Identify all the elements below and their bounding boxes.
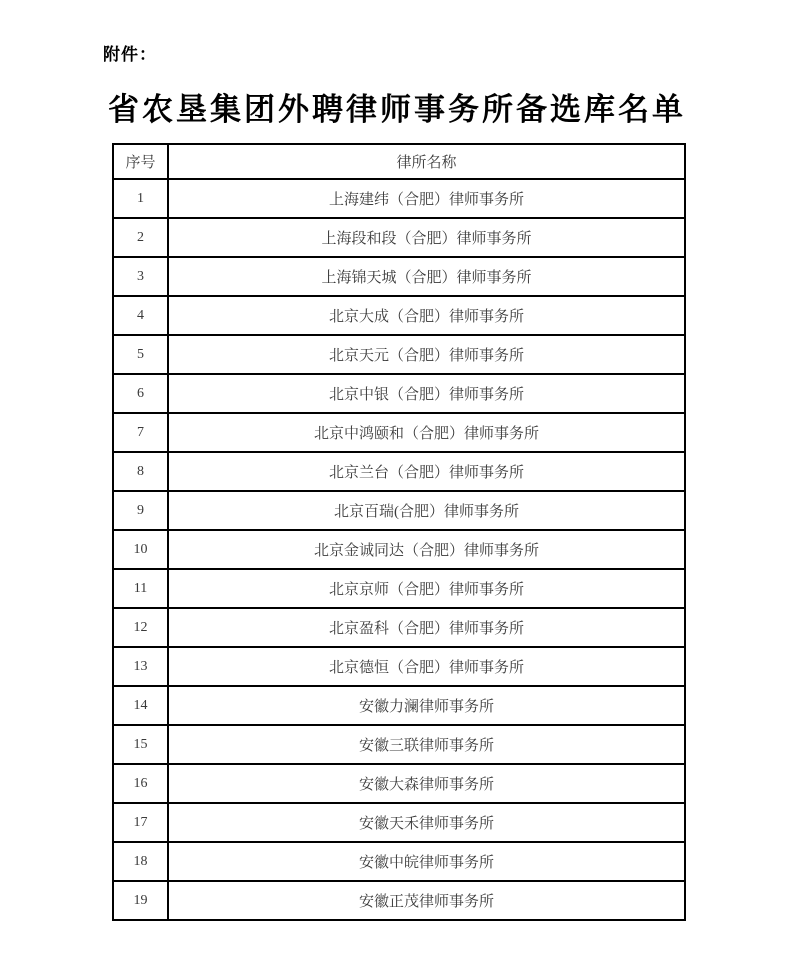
firm-name-cell: 北京中银（合肥）律师事务所 (168, 374, 685, 413)
row-serial-number-cell: 1 (113, 179, 168, 218)
firm-name-cell: 北京京师（合肥）律师事务所 (168, 569, 685, 608)
firm-name-cell: 北京金诚同达（合肥）律师事务所 (168, 530, 685, 569)
table-row (113, 725, 685, 764)
row-serial-number-cell: 11 (113, 569, 168, 608)
firm-name-cell: 安徽三联律师事务所 (168, 725, 685, 764)
table-row (113, 686, 685, 725)
page-title: 省农垦集团外聘律师事务所备选库名单 (108, 92, 686, 127)
table-row (113, 842, 685, 881)
law-firm-table (112, 143, 686, 921)
table-row (113, 179, 685, 218)
table-row (113, 257, 685, 296)
row-serial-number-cell: 2 (113, 218, 168, 257)
table-row (113, 608, 685, 647)
firm-name-cell: 北京德恒（合肥）律师事务所 (168, 647, 685, 686)
row-serial-number-cell: 3 (113, 257, 168, 296)
table-row (113, 647, 685, 686)
row-serial-number-cell: 18 (113, 842, 168, 881)
row-serial-number-cell: 4 (113, 296, 168, 335)
table-row (113, 881, 685, 920)
table-row (113, 491, 685, 530)
table-row (113, 413, 685, 452)
firm-name-cell: 上海段和段（合肥）律师事务所 (168, 218, 685, 257)
row-serial-number-cell: 7 (113, 413, 168, 452)
table-row (113, 296, 685, 335)
column-header-serial-number: 序号 (113, 144, 168, 179)
row-serial-number-cell: 9 (113, 491, 168, 530)
row-serial-number-cell: 13 (113, 647, 168, 686)
attachment-label: 附件： (103, 45, 157, 64)
table-row (113, 374, 685, 413)
table-row (113, 530, 685, 569)
row-serial-number-cell: 12 (113, 608, 168, 647)
table-row (113, 452, 685, 491)
column-header-firm-name: 律所名称 (168, 144, 685, 179)
row-serial-number-cell: 16 (113, 764, 168, 803)
table-body (113, 179, 685, 920)
firm-name-cell: 北京大成（合肥）律师事务所 (168, 296, 685, 335)
row-serial-number-cell: 8 (113, 452, 168, 491)
firm-name-cell: 安徽天禾律师事务所 (168, 803, 685, 842)
firm-name-cell: 上海锦天城（合肥）律师事务所 (168, 257, 685, 296)
row-serial-number-cell: 15 (113, 725, 168, 764)
table-row (113, 764, 685, 803)
firm-name-cell: 安徽力澜律师事务所 (168, 686, 685, 725)
row-serial-number-cell: 6 (113, 374, 168, 413)
firm-name-cell: 安徽正茂律师事务所 (168, 881, 685, 920)
row-serial-number-cell: 5 (113, 335, 168, 374)
firm-name-cell: 北京百瑞(合肥）律师事务所 (168, 491, 685, 530)
firm-name-cell: 安徽大森律师事务所 (168, 764, 685, 803)
firm-name-cell: 北京兰台（合肥）律师事务所 (168, 452, 685, 491)
row-serial-number-cell: 17 (113, 803, 168, 842)
table-row (113, 335, 685, 374)
row-serial-number-cell: 19 (113, 881, 168, 920)
table-row (113, 218, 685, 257)
firm-name-cell: 安徽中皖律师事务所 (168, 842, 685, 881)
row-serial-number-cell: 10 (113, 530, 168, 569)
firm-name-cell: 北京盈科（合肥）律师事务所 (168, 608, 685, 647)
firm-name-cell: 北京天元（合肥）律师事务所 (168, 335, 685, 374)
row-serial-number-cell: 14 (113, 686, 168, 725)
table-row (113, 803, 685, 842)
firm-name-cell: 北京中鸿颐和（合肥）律师事务所 (168, 413, 685, 452)
table-row (113, 569, 685, 608)
firm-name-cell: 上海建纬（合肥）律师事务所 (168, 179, 685, 218)
table-header-row (113, 144, 685, 179)
table-header (113, 144, 685, 179)
